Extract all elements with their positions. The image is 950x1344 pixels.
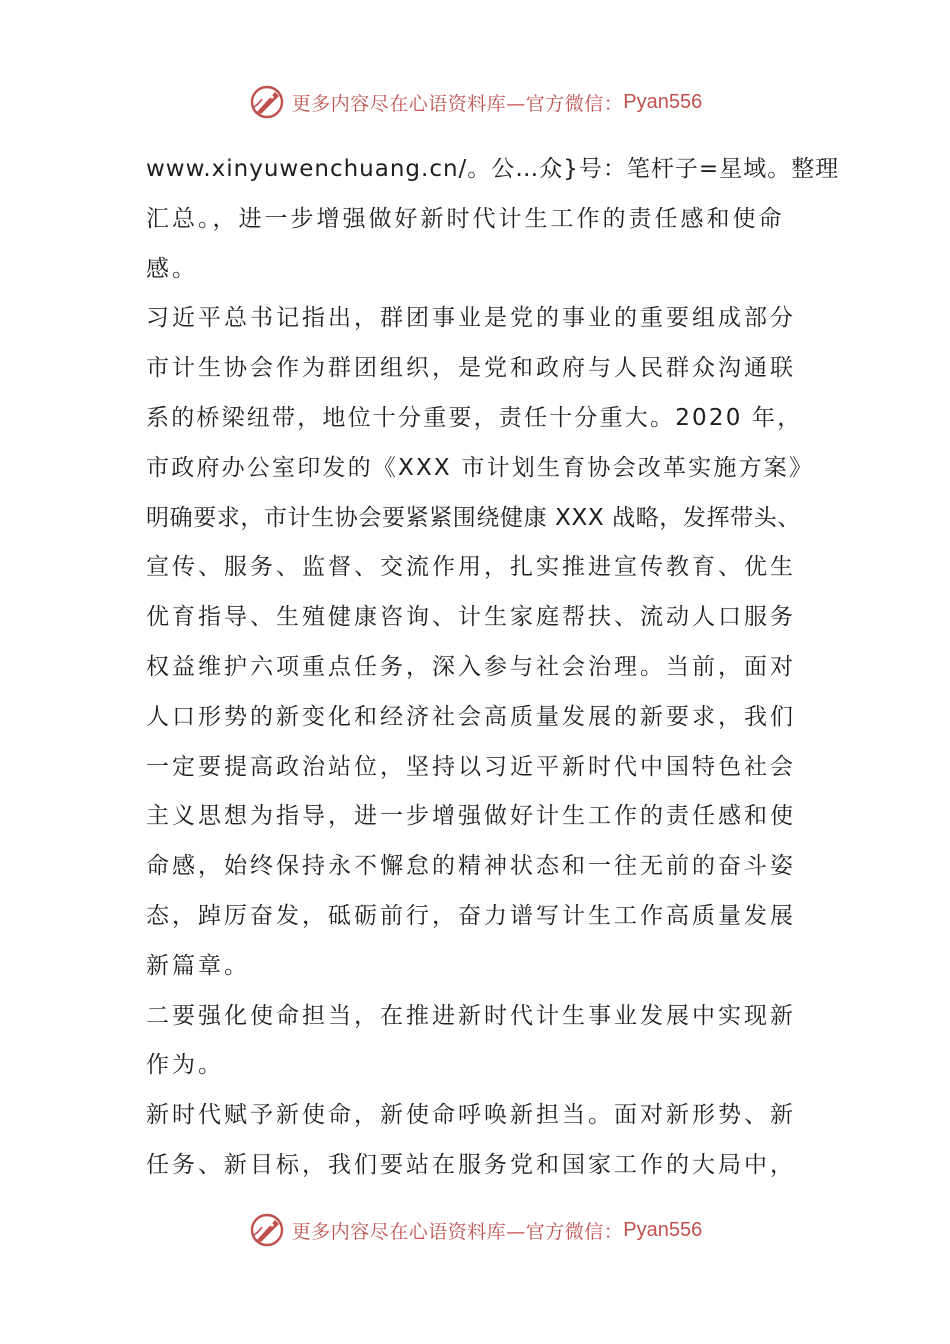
wechat-id: Pyan556 [623,1218,703,1241]
text-line: 态，踔厉奋发，砥砺前行，奋力谱写计生工作高质量发展 [146,902,796,929]
text-line: 任务、新目标，我们要站在服务党和国家工作的大局中， [146,1151,796,1178]
text-line: 一定要提高政治站位，坚持以习近平新时代中国特色社会 [146,753,796,780]
document-body [146,145,840,1191]
pen-nib-logo-icon [248,83,286,121]
banner-label: 更多内容尽在心语资料库—官方微信： [291,1220,624,1243]
text-line: 二要强化使命担当，在推进新时代计生事业发展中实现新 [146,1002,796,1029]
text-line: 新篇章。 [146,952,250,979]
text-line: 优育指导、生殖健康咨询、计生家庭帮扶、流动人口服务 [146,604,796,631]
banner-label: 更多内容尽在心语资料库—官方微信： [291,92,624,115]
text-line: 市计生协会作为群团组织，是党和政府与人民群众沟通联 [146,355,796,382]
text-line: 权益维护六项重点任务，深入参与社会治理。当前，面对 [146,653,796,680]
text-line: 新时代赋予新使命，新使命呼唤新担当。面对新形势、新 [146,1102,796,1129]
text-line: 市政府办公室印发的《XXX 市计划生育协会改革实施方案》 [146,454,815,481]
text-line: 习近平总书记指出，群团事业是党的事业的重要组成部分 [146,305,796,332]
text-line: 感。 [146,255,198,282]
text-line: 主义思想为指导，进一步增强做好计生工作的责任感和使 [146,803,796,830]
text-line: 作为。 [146,1052,224,1079]
wechat-id: Pyan556 [623,90,703,113]
text-line: 宣传、服务、监督、交流作用，扎实推进宣传教育、优生 [146,554,796,581]
text-line: 明确要求，市计生协会要紧紧围绕健康 XXX 战略，发挥带头、 [146,504,801,531]
pen-nib-logo-icon [248,1211,286,1249]
text-line: 汇总。，进一步增强做好新时代计生工作的责任感和使命 [146,205,785,232]
footer-banner [0,1208,950,1252]
text-line: www.xinyuwenchuang.cn/。公…众}号：笔杆子=星域。整理 [146,156,840,182]
text-line: 命感，始终保持永不懈怠的精神状态和一往无前的奋斗姿 [146,853,796,880]
text-line: 人口形势的新变化和经济社会高质量发展的新要求，我们 [146,703,796,730]
text-line: 系的桥梁纽带，地位十分重要，责任十分重大。2020 年， [146,404,803,431]
header-banner [0,80,950,124]
